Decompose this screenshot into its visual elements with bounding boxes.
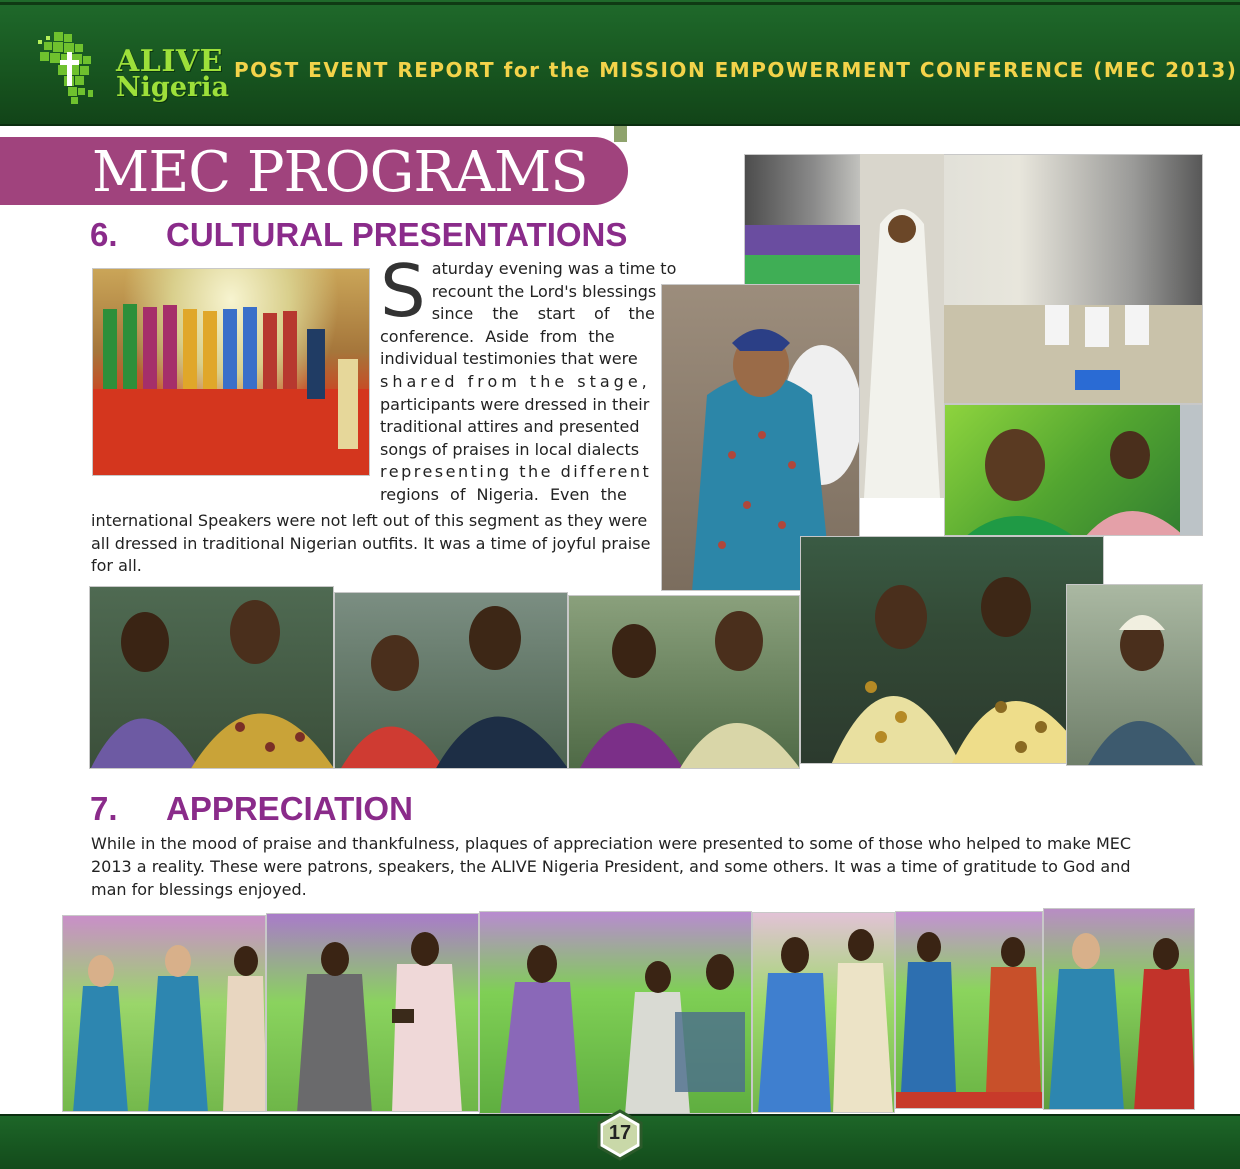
seated-women-figures [801,537,1104,764]
photo-award-4 [752,912,895,1113]
s6-line-2: since the start of the [431,304,655,324]
couple-red-figures [335,593,568,769]
logo-word-nigeria: Nigeria [116,72,229,103]
section-6-body [380,249,688,507]
photo-award-2 [266,913,479,1112]
couple-purple-figures [90,587,334,769]
award-4-figures [753,913,895,1113]
logo-word-alive: ALIVE [116,44,224,79]
s6-line-9: representing the different [380,462,652,482]
photo-couple-purple [89,586,334,769]
section-7-number: 7. [90,790,118,827]
s7-line-0: While in the mood of praise and thankfulness, plaques of appreciation were presented to some of those who helped to make MEC [91,834,1132,853]
header-band [0,0,1240,126]
photo-award-3 [479,911,752,1114]
s6-cont-line-0: international Speakers were not left out of this segment as they were [91,511,648,530]
s6-line-3: conference. Aside from the [380,326,615,346]
banner-tab-accent [614,126,627,142]
page-number: 17 [608,1122,632,1144]
photo-women-seated [800,536,1104,764]
s7-line-2: man for blessings enjoyed. [91,880,307,899]
section-7-heading [90,790,413,828]
s6-line-6: participants were dressed in their [380,394,650,414]
photo-cultural-stage [92,268,370,476]
dropcap-letter: S [380,249,426,333]
s6-cont-line-2: for all. [91,556,142,576]
photo-white-robe-man [860,154,944,498]
banner-title: MEC PROGRAMS [92,140,588,205]
s6-line-1: recount the Lord's blessings [431,281,657,301]
s7-line-1: 2013 a reality. These were patrons, speakers, the ALIVE Nigeria President, and some others. It was a time of gratitude to God and [91,857,1131,876]
header-rule [0,2,1240,5]
cap-man-figure [1067,585,1203,766]
seated-couple-figures [569,596,800,769]
section-6-title: CULTURAL PRESENTATIONS [166,216,628,253]
s6-line-10: regions of Nigeria. Even the [380,484,627,504]
section-7-body [91,832,1151,901]
photo-award-1 [62,915,266,1112]
africa-map-icon [36,30,106,110]
s6-line-5: shared from the stage, [380,371,651,391]
photo-couple-seated [568,595,800,769]
white-robe-figure [860,154,944,498]
photo-award-5 [895,911,1043,1109]
alive-nigeria-logo [36,30,229,110]
s6-cont-line-1: all dressed in traditional Nigerian outfits. It was a time of joyful praise [91,533,651,553]
photo-men-green [944,404,1203,536]
award-3-figures [480,912,752,1114]
s6-line-8: songs of praises in local dialects [380,439,640,459]
photo-couple-red [334,592,568,769]
section-6-heading [90,216,627,254]
page-number-badge [596,1109,644,1161]
report-title: POST EVENT REPORT for the MISSION EMPOWERMENT CONFERENCE (MEC 2013) [234,58,1238,82]
award-6-figures [1044,909,1195,1110]
award-2-figures [267,914,479,1112]
award-1-figures [63,916,266,1112]
s6-line-4: individual testimonies that were [380,349,638,369]
stage-group-figures [93,269,370,476]
section-6-number: 6. [90,216,118,253]
award-5-figures [896,912,1043,1109]
s6-line-7: traditional attires and presented [380,417,640,437]
photo-man-cap [1066,584,1203,766]
section-7-title: APPRECIATION [166,790,413,827]
s6-line-0: aturday evening was a time to [431,259,677,278]
photo-award-6 [1043,908,1195,1110]
green-shirts-figures [945,405,1203,536]
section-6-continuation [91,510,661,578]
